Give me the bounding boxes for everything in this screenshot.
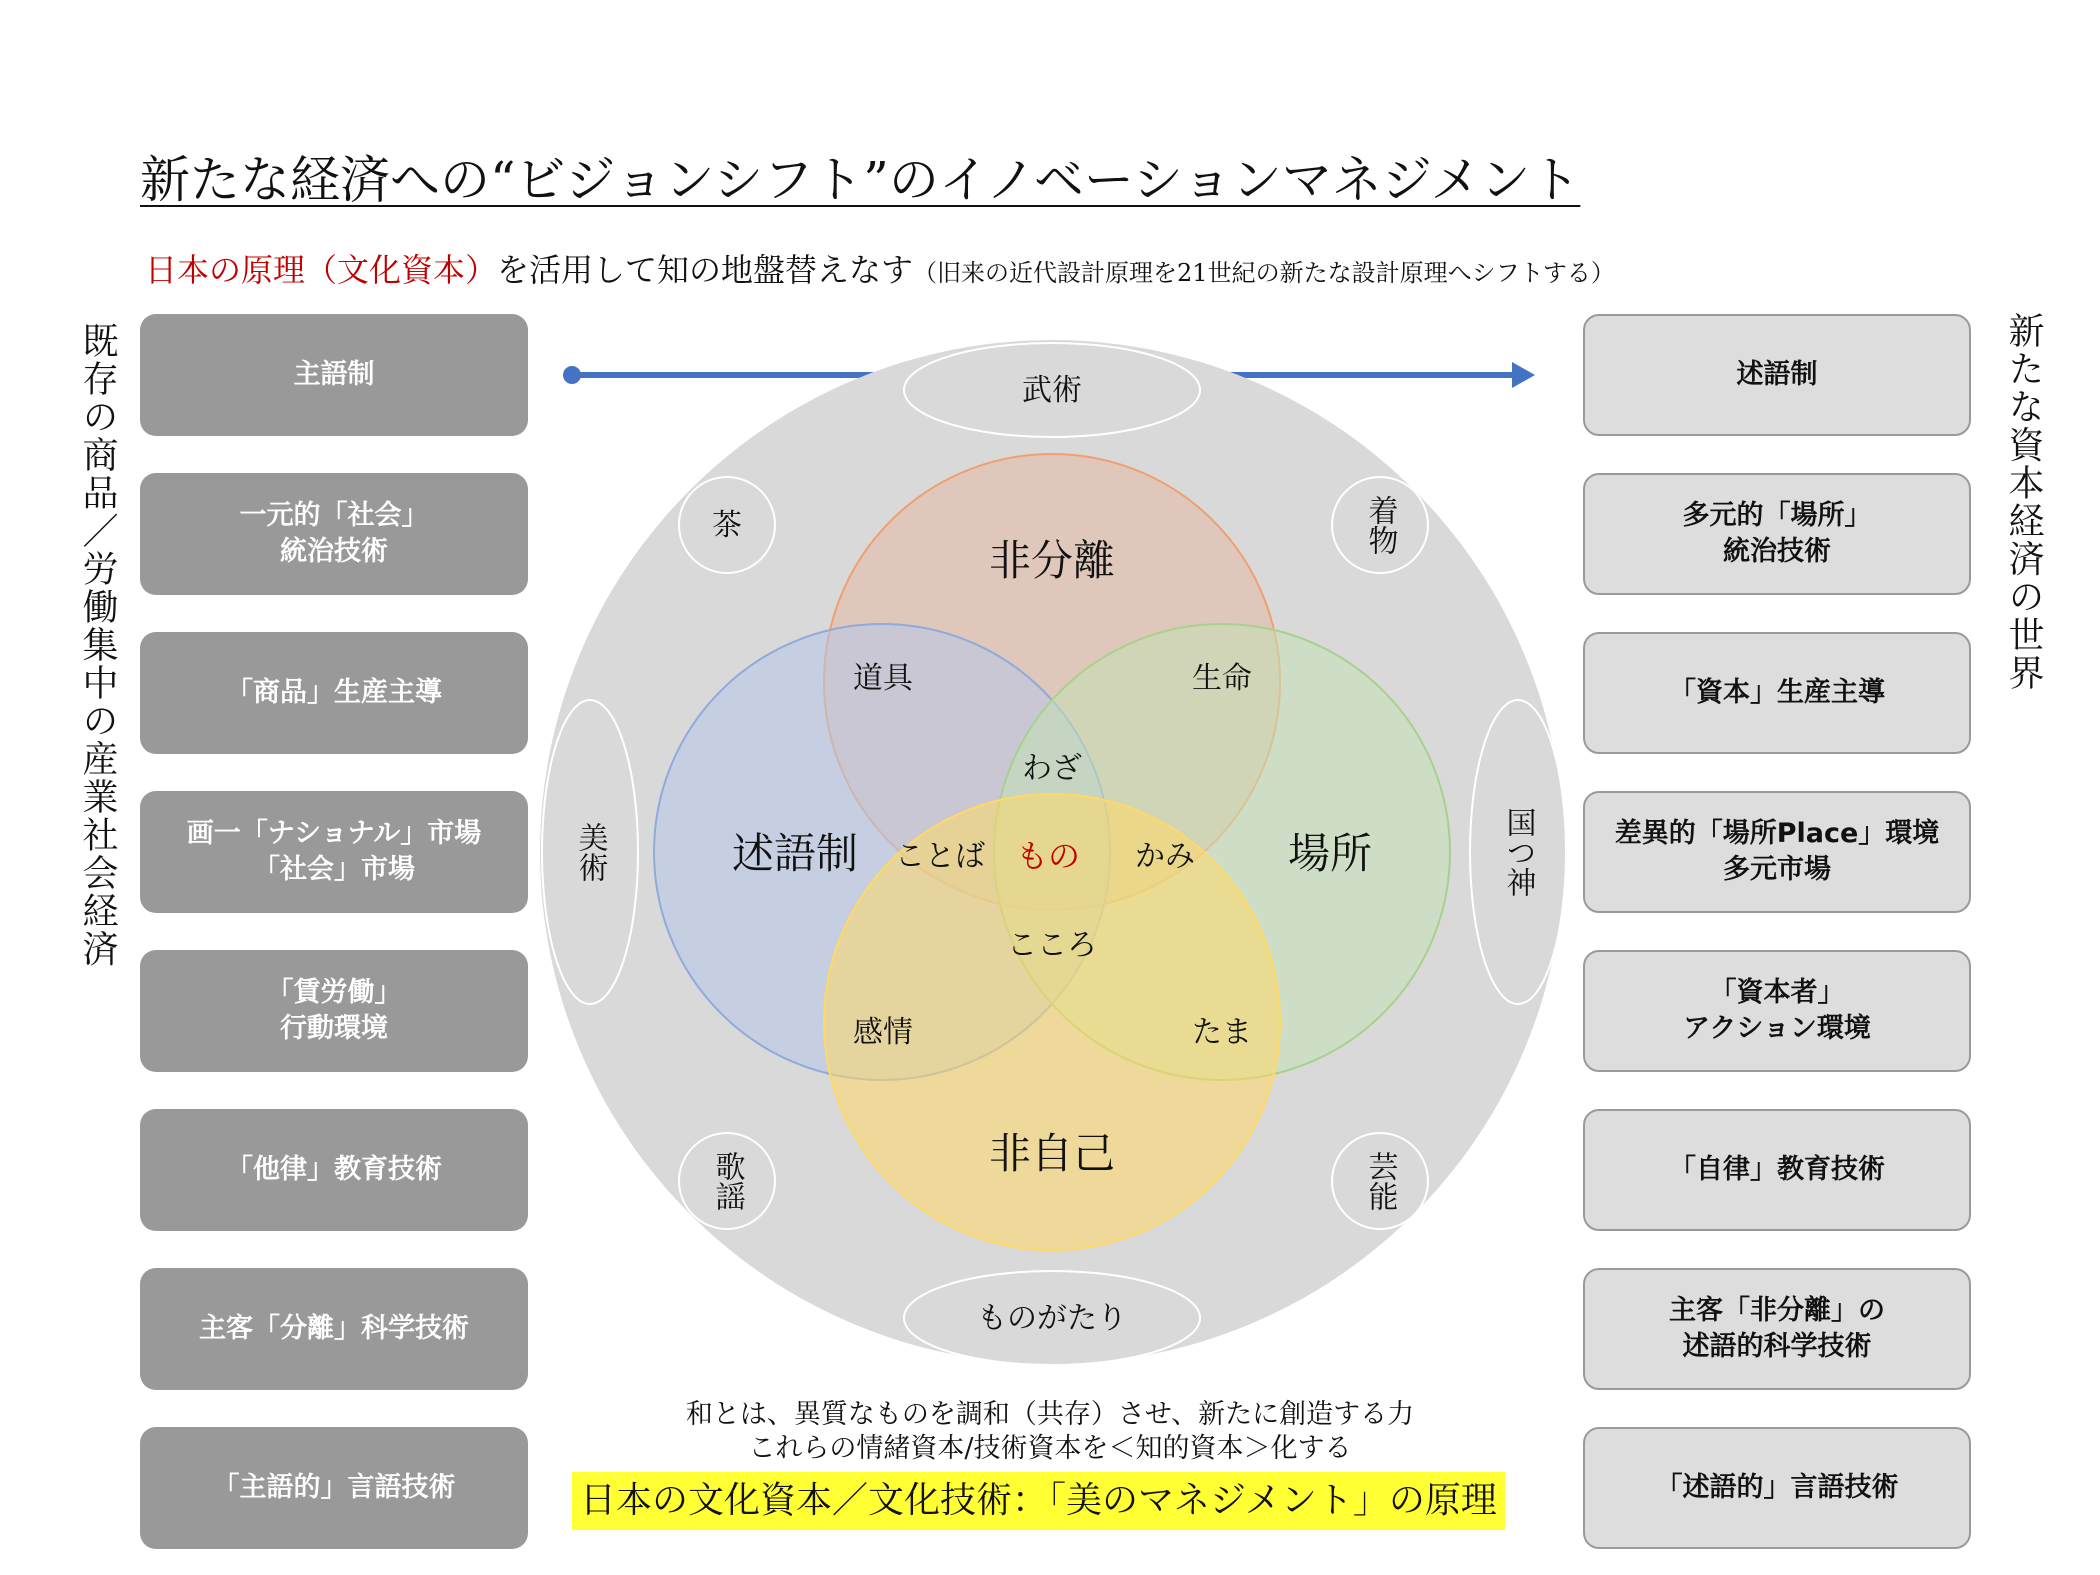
principle-highlight: 日本の文化資本／文化技術：「美のマネジメント」の原理 (572, 1472, 1505, 1530)
left-box-1: 主語制 (140, 314, 528, 436)
right-vertical-label: 新たな資本経済の世界 (2003, 312, 2044, 692)
venn-label-top: 非分離 (988, 536, 1116, 585)
ring-label-top-right: 着物 (1362, 495, 1398, 555)
left-box-6: 「他律」教育技術 (140, 1109, 528, 1231)
intersection-center-right: かみ (1135, 839, 1195, 874)
left-box-8: 「主語的」言語技術 (140, 1427, 528, 1549)
right-box-5: 「資本者」 アクション環境 (1583, 950, 1971, 1072)
right-box-3: 「資本」生産主導 (1583, 632, 1971, 754)
venn-label-bottom: 非自己 (988, 1129, 1116, 1178)
intersection-top-right: 生命 (1192, 661, 1252, 696)
left-vertical-label: 既存の商品／労働集中の産業社会経済 (77, 322, 118, 968)
intersection-bottom-left: 感情 (853, 1015, 913, 1050)
subtitle-main: を活用して知の地盤替えなす (497, 251, 914, 289)
ring-label-bottom: ものがたり (977, 1301, 1127, 1336)
shift-arrow-tail (563, 366, 581, 384)
right-box-4: 差異的「場所Place」環境 多元市場 (1583, 791, 1971, 913)
ring-label-right: 国つ神 (1500, 807, 1536, 897)
ring-label-bottom-right: 芸能 (1362, 1151, 1398, 1211)
right-box-1: 述語制 (1583, 314, 1971, 436)
left-box-7: 主客「分離」科学技術 (140, 1268, 528, 1390)
right-box-6: 「自律」教育技術 (1583, 1109, 1971, 1231)
left-box-5: 「賃労働」 行動環境 (140, 950, 528, 1072)
intersection-bottom-right: たま (1192, 1015, 1252, 1050)
left-box-2: 一元的「社会」 統治技術 (140, 473, 528, 595)
left-box-3: 「商品」生産主導 (140, 632, 528, 754)
ring-label-bottom-left: 歌謡 (709, 1151, 745, 1211)
page-title: 新たな経済への“ビジョンシフト”のイノベーションマネジメント (140, 151, 1581, 209)
ring-label-top: 武術 (1022, 373, 1082, 408)
subtitle-red: 日本の原理（文化資本） (145, 251, 498, 289)
right-box-2: 多元的「場所」 統治技術 (1583, 473, 1971, 595)
intersection-center-left: ことば (895, 839, 985, 874)
intersection-center: もの (1015, 837, 1081, 875)
ring-label-top-left: 茶 (712, 508, 742, 543)
right-box-8: 「述語的」言語技術 (1583, 1427, 1971, 1549)
caption-line-2: これらの情緒資本/技術資本を＜知的資本＞化する (748, 1433, 1352, 1464)
venn-label-right: 場所 (1287, 829, 1373, 878)
intersection-top-left: 道具 (853, 661, 913, 696)
ring-label-left: 美術 (572, 822, 608, 882)
intersection-lower-center: こころ (1007, 928, 1097, 963)
right-box-7: 主客「非分離」の 述語的科学技術 (1583, 1268, 1971, 1390)
caption-line-1: 和とは、異質なものを調和（共存）させ、新たに創造する力 (685, 1399, 1415, 1430)
shift-arrow-head (1512, 362, 1535, 388)
subtitle-note: （旧来の近代設計原理を21世紀の新たな設計原理へシフトする） (913, 259, 1615, 287)
left-box-4: 画一「ナショナル」市場 「社会」市場 (140, 791, 528, 913)
venn-label-left: 述語制 (731, 829, 859, 878)
intersection-upper-center: わざ (1022, 751, 1082, 786)
